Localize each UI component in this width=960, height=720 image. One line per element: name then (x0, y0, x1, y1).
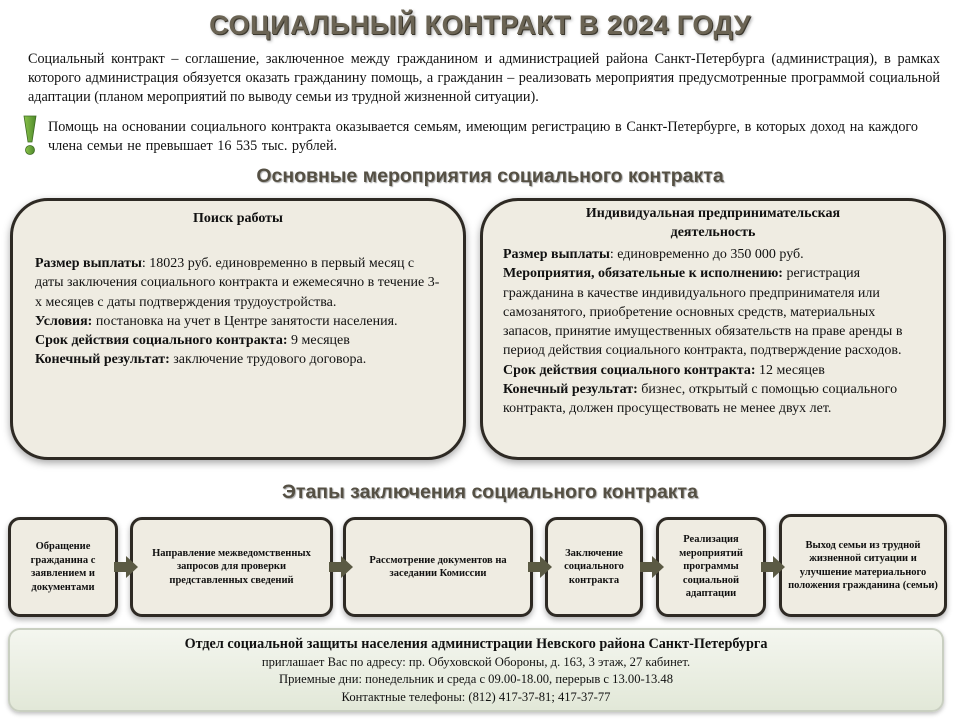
stages-heading: Этапы заключения социального контракта (282, 481, 698, 503)
term-label: Срок действия социального контракта: (503, 362, 756, 378)
footer-phones: Контактные телефоны: (812) 417-37-81; 417-37-77 (341, 689, 611, 704)
job-search-title: Поиск работы (193, 211, 283, 226)
entrepreneurship-body (503, 245, 921, 419)
measures-heading: Основные мероприятия социального контракта (256, 165, 724, 187)
term-value: 9 месяцев (287, 333, 350, 349)
conditions-value: постановка на учет в Центре занятости населения. (92, 313, 398, 329)
arrow-right-icon (761, 555, 785, 579)
arrow-right-icon (528, 555, 552, 579)
stage-step-5: Реализация мероприятий программы социальной адаптации (656, 517, 766, 617)
footer-hours: Приемные дни: понедельник и среда с 09.00-18.00, перерыв с 13.00-13.48 (278, 672, 674, 686)
stage-step-4: Заключение социального контракта (545, 517, 643, 617)
result-label: Конечный результат: (503, 382, 638, 398)
payment-value: : единовременно до 350 000 руб. (609, 247, 804, 262)
result-value: бизнес, открытый с помощью социального контракта, должен просуществовать не менее двух лет. (503, 382, 898, 417)
footer-address: приглашает Вас по адресу: пр. Обуховской Обороны, д. 163, 3 этаж, 27 кабинет. (261, 654, 691, 669)
exclamation-icon (20, 114, 40, 156)
term-label: Срок действия социального контракта: (35, 333, 288, 349)
stage-step-2: Направление межведомственных запросов для проверки представленных сведений (130, 517, 333, 617)
stage-step-3: Рассмотрение документов на заседании Комиссии (343, 517, 533, 617)
job-search-card (10, 198, 466, 460)
arrow-right-icon (329, 555, 353, 579)
entrepreneurship-title: Индивидуальная предпринимательская деятельность (585, 206, 841, 240)
intro-paragraph: Социальный контракт – соглашение, заключенное между гражданином и администрацией района Санкт-Петербурга (администрация), в рамках которого администрация обязуется оказать гражданину помощь, а гражданин – реализовать мероприятия предусмотренные программой социальной адаптации (планом мероприятий по выводу семьи из трудной жизненной ситуации). (28, 51, 940, 105)
payment-value: : 18023 руб. единовременно в первый месяц с даты заключения социального контракта и ежемесячно в течение 3-х месяцев с даты подтверждения трудоустройства. (35, 256, 440, 310)
payment-label: Размер выплаты (35, 256, 142, 271)
job-search-body (35, 254, 445, 370)
result-label: Конечный результат: (35, 352, 170, 368)
payment-label: Размер выплаты (503, 247, 610, 262)
contact-footer (8, 628, 944, 712)
conditions-label: Условия: (35, 313, 93, 329)
activities-label: Мероприятия, обязательные к исполнению: (503, 266, 783, 282)
footer-organization: Отдел социальной защиты населения администрации Невского района Санкт-Петербурга (184, 636, 768, 652)
result-value: заключение трудового договора. (169, 352, 367, 368)
entrepreneurship-card (480, 198, 946, 460)
eligibility-note: Помощь на основании социального контракта оказывается семьям, имеющим регистрацию в Санкт-Петербурге, в которых доход на каждого члена семьи не превышает 16 535 тыс. рублей. (48, 119, 918, 154)
arrow-right-icon (114, 555, 138, 579)
activities-value: регистрация гражданина в качестве индивидуального предпринимателя или самозанятого, приобретение основных средств, материальных запасов, принятие имущественных обязательств на праве аренды в период действия социального контракта, подтверждение расходов. (503, 266, 903, 359)
term-value: 12 месяцев (755, 362, 825, 378)
stage-step-6: Выход семьи из трудной жизненной ситуации и улучшение материального положения гражданина (семьи) (779, 514, 947, 617)
stage-step-1: Обращение гражданина с заявлением и документами (8, 517, 118, 617)
arrow-right-icon (640, 555, 664, 579)
page-title: СОЦИАЛЬНЫЙ КОНТРАКТ В 2024 ГОДУ (209, 10, 751, 40)
